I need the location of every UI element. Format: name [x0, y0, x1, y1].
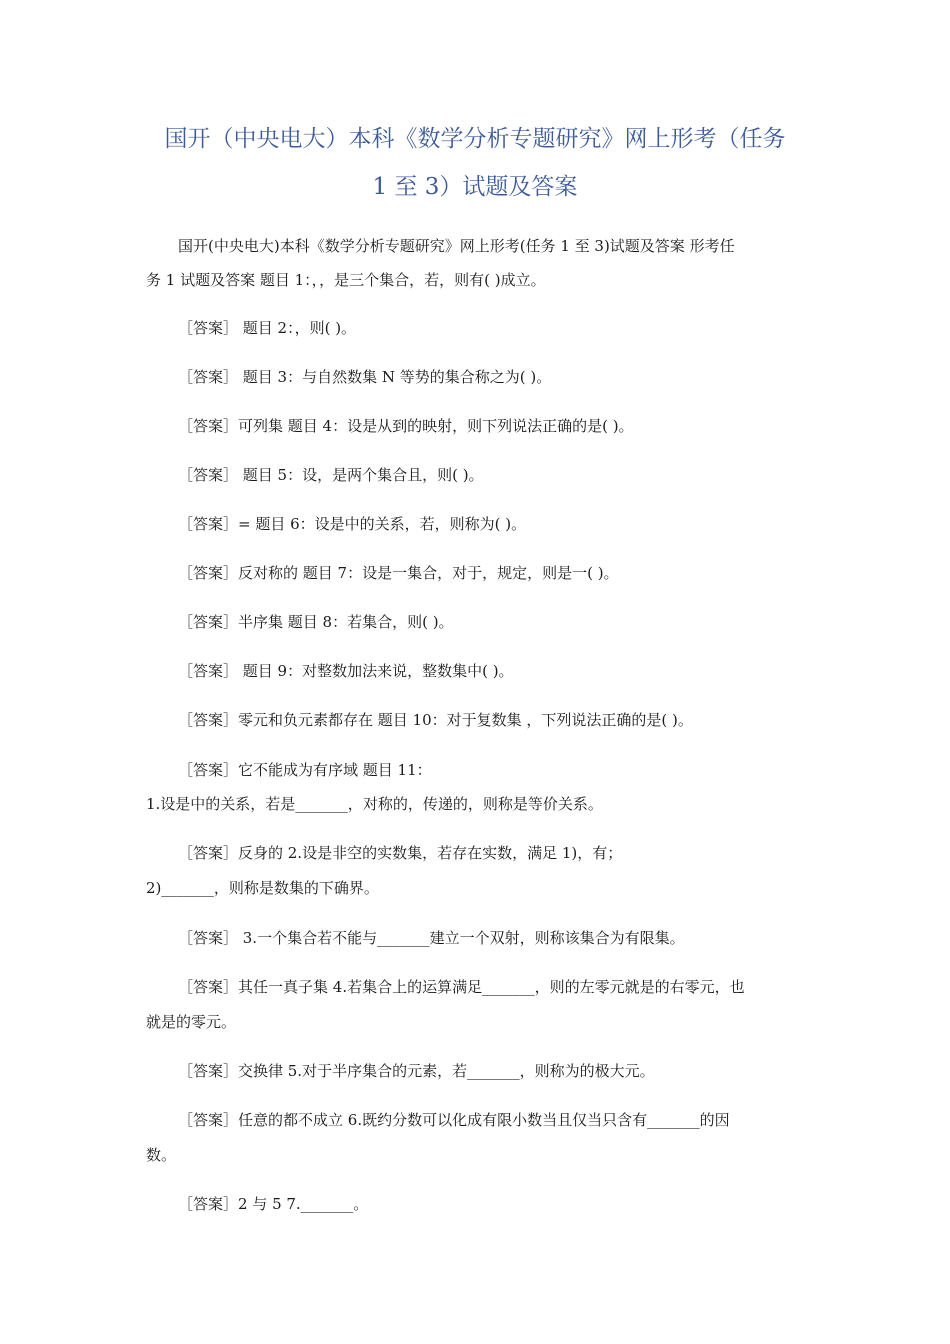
- answer-paragraph: ［答案］ 题目 5：设，是两个集合且，则( )。: [178, 466, 484, 484]
- answer-paragraph: ［答案］其任一真子集 4.若集合上的运算满足_______，则的左零元就是的右零元，也: [178, 978, 745, 996]
- answer-paragraph: ［答案］2 与 5 7._______。: [178, 1195, 369, 1213]
- answer-paragraph: ［答案］ 题目 3：与自然数集 N 等势的集合称之为( )。: [178, 368, 552, 386]
- fill-blank-line: 数。: [146, 1146, 177, 1164]
- fill-blank-line: 就是的零元。: [146, 1013, 237, 1031]
- intro-paragraph-line-2: 务 1 试题及答案 题目 1：，，是三个集合，若，则有( )成立。: [146, 271, 546, 289]
- answer-paragraph: ［答案］任意的都不成立 6.既约分数可以化成有限小数当且仅当只含有_______的因: [178, 1111, 730, 1129]
- answer-paragraph: ［答案］ 3.一个集合若不能与_______建立一个双射，则称该集合为有限集。: [178, 929, 685, 947]
- answer-paragraph: ［答案］它不能成为有序域 题目 11：: [178, 761, 432, 779]
- answer-paragraph: ［答案］反对称的 题目 7：设是一集合，对于，规定，则是一( )。: [178, 564, 619, 582]
- answer-paragraph: ［答案］反身的 2.设是非空的实数集，若存在实数，满足 1)，有；: [178, 844, 623, 862]
- answer-paragraph: ［答案］半序集 题目 8：若集合，则( )。: [178, 613, 454, 631]
- document-title-line-2: 1 至 3）试题及答案: [372, 174, 578, 200]
- intro-paragraph-line-1: 国开(中央电大)本科《数学分析专题研究》网上形考(任务 1 至 3)试题及答案 形考任: [178, 237, 735, 255]
- answer-paragraph: ［答案］= 题目 6：设是中的关系，若，则称为( )。: [178, 515, 527, 533]
- answer-paragraph: ［答案］ 题目 2：，则( )。: [178, 319, 357, 337]
- answer-paragraph: ［答案］可列集 题目 4：设是从到的映射，则下列说法正确的是( )。: [178, 417, 634, 435]
- answer-paragraph: ［答案］ 题目 9：对整数加法来说，整数集中( )。: [178, 662, 514, 680]
- answer-paragraph: ［答案］零元和负元素都存在 题目 10：对于复数集 ，下列说法正确的是( )。: [178, 711, 693, 729]
- fill-blank-line: 1.设是中的关系，若是_______，对称的，传递的，则称是等价关系。: [146, 795, 603, 813]
- fill-blank-line: 2)_______，则称是数集的下确界。: [146, 879, 379, 897]
- document-title-line-1: 国开（中央电大）本科《数学分析专题研究》网上形考（任务: [164, 126, 786, 152]
- answer-paragraph: ［答案］交换律 5.对于半序集合的元素，若_______，则称为的极大元。: [178, 1062, 655, 1080]
